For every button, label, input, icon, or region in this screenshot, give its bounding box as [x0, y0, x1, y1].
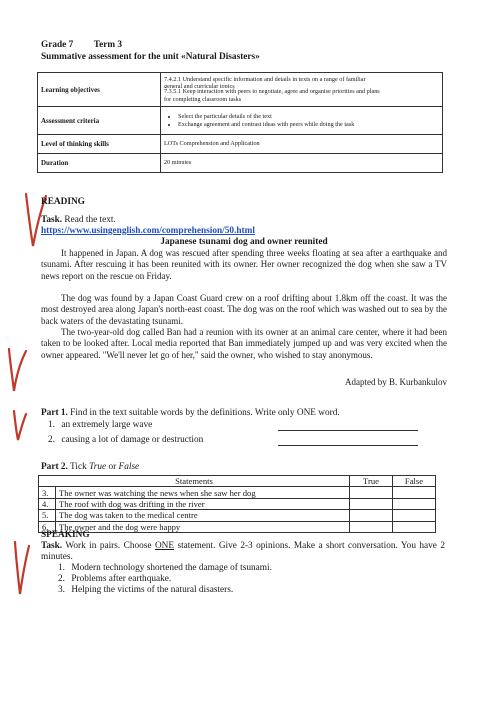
- speaking-heading: SPEAKING: [41, 530, 90, 540]
- article-credit: Adapted by B. Kurbankulov: [345, 377, 447, 387]
- objectives-value: [161, 73, 443, 107]
- part1-item: [48, 420, 448, 431]
- statement-number: 6.: [39, 521, 56, 532]
- statement-text: The owner and the dog were happy: [56, 521, 350, 532]
- criteria-label: Assessment criteria: [38, 107, 161, 135]
- item-text: Helping the victims of the natural disasters.: [71, 585, 234, 595]
- duration-label: Duration: [38, 154, 161, 173]
- item-text: Modern technology shortened the damage of tsunami.: [71, 563, 272, 573]
- part1-item: [48, 435, 448, 446]
- info-row-thinking: [38, 135, 443, 154]
- true-cell[interactable]: [350, 521, 393, 532]
- article-title: Japanese tsunami dog and owner reunited: [160, 237, 328, 247]
- false-cell[interactable]: [393, 498, 436, 509]
- speaking-task-text: statement. Give 2-3 opinions. Make a short conversation. You have 2 minutes.: [41, 541, 445, 562]
- speaking-task-text: Work in pairs. Choose: [62, 541, 155, 551]
- statement-text: The owner was watching the news when she saw her dog: [56, 487, 350, 498]
- objective-line: general and curricular topics: [164, 83, 235, 89]
- part1-text: Find in the text suitable words by the definitions. Write only ONE word.: [67, 408, 340, 418]
- false-header: False: [393, 476, 436, 487]
- article-paragraph-1: It happened in Japan. A dog was rescued after spending three weeks floating at sea after a earthquake and tsunami. After rescuing it has been reunited with its owner. Her owner recognized the dog when she saw a TV news report on the rescue on Friday.: [41, 248, 447, 281]
- criteria-bullet: • Exchange agreement and contrast ideas with peers while doing the task: [178, 121, 439, 128]
- item-number: 1.: [48, 420, 55, 430]
- task-text: Read the text.: [62, 215, 116, 225]
- page-subtitle: Summative assessment for the unit «Natural Disasters»: [41, 52, 260, 62]
- statement-number: 3.: [39, 487, 56, 498]
- true-cell[interactable]: [350, 487, 393, 498]
- speaking-item: [58, 585, 233, 596]
- article-paragraph-3: The two-year-old dog called Ban had a reunion with its owner at an animal care center, where it had been taken to be looked after. Local media reported that Ban immediately jumped up and was very excited when the owner appeared. "We'll never let go of her," said the owner, who wished to stay anonymous.: [41, 327, 447, 360]
- statement-number: 5.: [39, 510, 56, 521]
- true-word: True: [89, 462, 107, 472]
- answer-line-1[interactable]: [278, 422, 418, 431]
- part2-text: Tick: [67, 462, 90, 472]
- info-row-duration: [38, 154, 443, 173]
- objective-line: 7.4.2.1 Understand specific information and details in texts on a range of familiar: [164, 75, 366, 83]
- duration-value: 20 minutes: [161, 154, 443, 173]
- speaking-item: [58, 563, 272, 574]
- criteria-value: [161, 107, 443, 135]
- statement-row: [39, 510, 436, 521]
- criteria-bullet: • Select the particular details of the text: [178, 113, 439, 120]
- speaking-item: [58, 574, 171, 585]
- thinking-label: Level of thinking skills: [38, 135, 161, 154]
- true-cell[interactable]: [350, 498, 393, 509]
- objective-line: for completing classroom tasks: [164, 95, 242, 103]
- statements-table: [38, 475, 436, 533]
- true-cell[interactable]: [350, 510, 393, 521]
- false-cell[interactable]: [393, 521, 436, 532]
- part2-instruction: [41, 462, 139, 473]
- statement-row: [39, 487, 436, 498]
- statement-row: [39, 521, 436, 532]
- part2-label: Part 2.: [41, 462, 68, 472]
- false-word: False: [118, 462, 140, 472]
- statement-text: The roof with dog was drifting in the river: [56, 498, 350, 509]
- false-cell[interactable]: [393, 510, 436, 521]
- info-table: [37, 72, 443, 173]
- speaking-task-one: ONE: [154, 541, 175, 551]
- part1-label: Part 1.: [41, 408, 68, 418]
- header-line: [41, 40, 122, 51]
- red-tick-mark: [6, 408, 30, 444]
- statements-header: Statements: [39, 476, 350, 487]
- part1-instruction: [41, 408, 340, 419]
- statements-header-row: [39, 476, 436, 487]
- statement-text: The dog was taken to the medical centre: [56, 510, 350, 521]
- true-header: True: [350, 476, 393, 487]
- reading-heading: READING: [41, 197, 85, 207]
- objectives-label: Learning objectives: [38, 73, 161, 107]
- answer-line-2[interactable]: [278, 437, 418, 446]
- info-row-criteria: [38, 107, 443, 135]
- item-number: 2.: [58, 574, 65, 584]
- speaking-task-label: Task.: [41, 541, 63, 551]
- speaking-task: [41, 541, 445, 563]
- item-number: 3.: [58, 585, 65, 595]
- item-text: Problems after earthquake.: [71, 574, 172, 584]
- or-word: or: [106, 462, 119, 472]
- term-label: Term 3: [93, 40, 123, 50]
- task-label: Task.: [41, 215, 63, 225]
- statement-row: [39, 498, 436, 509]
- reading-task: [41, 215, 116, 226]
- item-number: 2.: [48, 435, 55, 445]
- red-tick-mark: [4, 345, 30, 395]
- item-number: 1.: [58, 563, 65, 573]
- item-text: an extremely large wave: [61, 420, 153, 430]
- source-link[interactable]: https://www.usingenglish.com/comprehension/50.html: [41, 226, 255, 236]
- false-cell[interactable]: [393, 487, 436, 498]
- item-text: causing a lot of damage or destruction: [61, 435, 204, 445]
- red-tick-mark: [8, 538, 32, 598]
- info-row-objectives: [38, 73, 443, 107]
- objective-line: 7.3.5.1 Keep interaction with peers to negotiate, agree and organise priorities and plans: [164, 88, 380, 96]
- thinking-value: LOTs Comprehension and Application: [161, 135, 443, 154]
- grade-label: Grade 7: [41, 40, 74, 50]
- article-paragraph-2: The dog was found by a Japan Coast Guard crew on a roof drifting about 1.8km off the coast. It was the most destroyed area along Japan's north-east coast. The dog was on the roof which was washed out to sea by the back waters of the devastating tsunami.: [41, 293, 447, 326]
- statement-number: 4.: [39, 498, 56, 509]
